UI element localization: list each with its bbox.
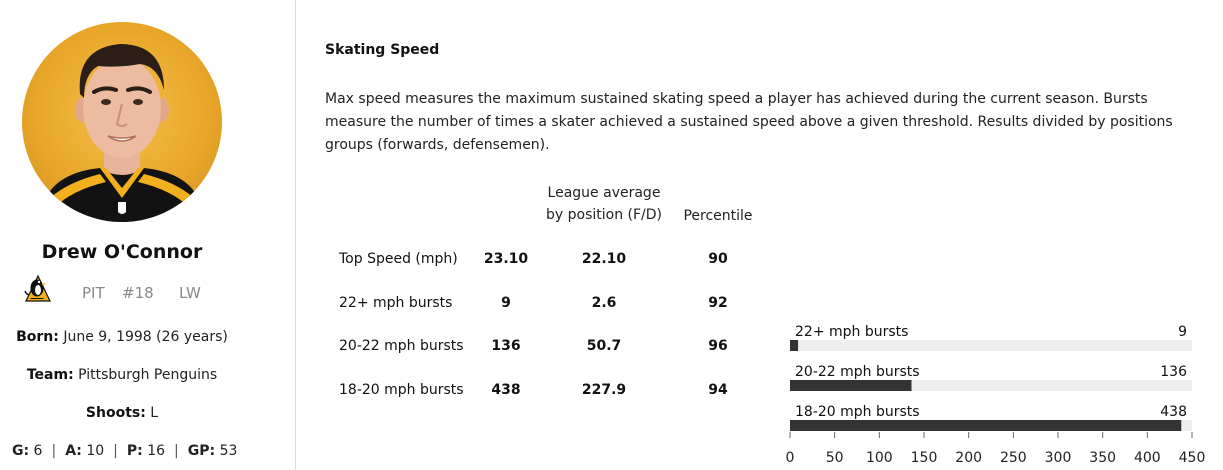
x-tick-label: 450 bbox=[1178, 450, 1206, 466]
league-average-header-line1: League average bbox=[547, 185, 661, 201]
row-league-average: 50.7 bbox=[586, 338, 622, 354]
season-stats bbox=[12, 443, 237, 459]
points-value: 16 bbox=[147, 443, 166, 459]
player-position: LW bbox=[179, 284, 201, 302]
row-value: 438 bbox=[491, 382, 521, 398]
section-description: Max speed measures the maximum sustained skating speed a player has achieved during the current season. Bursts measure the number of times a skater achieved a sustained speed above a given threshold. Results divided by positions groups (forwards, defensemen). bbox=[325, 91, 1173, 153]
row-value: 136 bbox=[491, 338, 521, 354]
bar-track bbox=[790, 420, 1192, 431]
team-value: Pittsburgh Penguins bbox=[78, 367, 218, 383]
penguins-logo-icon bbox=[22, 273, 54, 305]
games-played-value: 53 bbox=[219, 443, 238, 459]
goals-value: 6 bbox=[33, 443, 43, 459]
bar-value-label: 438 bbox=[1160, 404, 1187, 420]
born-label: Born: bbox=[16, 329, 59, 345]
assists-value: 10 bbox=[86, 443, 105, 459]
points-label: P: bbox=[126, 443, 143, 459]
goals-label: G: bbox=[12, 443, 30, 459]
born-info bbox=[0, 329, 244, 345]
row-label: 20-22 mph bursts bbox=[339, 338, 464, 354]
bar-category-label: 18-20 mph bursts bbox=[795, 404, 920, 420]
x-tick-label: 200 bbox=[955, 450, 983, 466]
row-league-average: 22.10 bbox=[581, 251, 627, 267]
row-percentile: 94 bbox=[708, 382, 728, 398]
player-profile-panel bbox=[0, 0, 296, 470]
player-headshot-image bbox=[22, 22, 222, 222]
stats-divider: | bbox=[113, 443, 118, 459]
team-label: Team: bbox=[26, 367, 74, 383]
x-tick-label: 400 bbox=[1133, 450, 1161, 466]
jersey-number: #18 bbox=[122, 284, 154, 302]
x-tick-label: 350 bbox=[1089, 450, 1117, 466]
section-title: Skating Speed bbox=[325, 42, 440, 58]
bar-value-label: 9 bbox=[1178, 324, 1187, 340]
bar-category-label: 20-22 mph bursts bbox=[795, 364, 920, 380]
player-avatar bbox=[22, 22, 222, 222]
player-name: Drew O'Connor bbox=[41, 241, 203, 263]
league-average-header bbox=[530, 182, 678, 226]
row-label: Top Speed (mph) bbox=[339, 251, 458, 267]
bar-category-label: 22+ mph bursts bbox=[795, 324, 909, 340]
row-value: 23.10 bbox=[483, 251, 529, 267]
bar bbox=[790, 340, 798, 351]
shoots-label: Shoots: bbox=[85, 405, 146, 421]
row-league-average: 227.9 bbox=[581, 382, 627, 398]
team-abbreviation: PIT bbox=[82, 284, 105, 302]
shoots-info bbox=[0, 405, 244, 421]
row-percentile: 92 bbox=[708, 295, 728, 311]
stats-divider: | bbox=[174, 443, 179, 459]
percentile-header: Percentile bbox=[683, 208, 753, 224]
x-tick-label: 0 bbox=[785, 450, 795, 466]
shoots-value: L bbox=[150, 405, 159, 421]
row-value: 9 bbox=[501, 295, 511, 311]
stats-divider: | bbox=[51, 443, 57, 459]
born-value: June 9, 1998 (26 years) bbox=[63, 329, 228, 345]
row-league-average: 2.6 bbox=[591, 295, 617, 311]
x-tick-label: 250 bbox=[999, 450, 1027, 466]
x-tick-label: 150 bbox=[910, 450, 938, 466]
row-label: 22+ mph bursts bbox=[339, 295, 453, 311]
games-played-label: GP: bbox=[187, 443, 216, 459]
x-tick-label: 50 bbox=[825, 450, 844, 466]
x-tick-label: 300 bbox=[1044, 450, 1072, 466]
bar bbox=[790, 380, 911, 391]
row-label: 18-20 mph bursts bbox=[339, 382, 464, 398]
assists-label: A: bbox=[65, 443, 82, 459]
league-average-header-line2: by position (F/D) bbox=[546, 207, 662, 223]
x-tick-label: 100 bbox=[865, 450, 893, 466]
bar-value-label: 136 bbox=[1160, 364, 1187, 380]
team-info bbox=[0, 367, 244, 383]
row-percentile: 90 bbox=[708, 251, 728, 267]
row-percentile: 96 bbox=[708, 338, 728, 354]
bar bbox=[790, 420, 1181, 431]
bar-track bbox=[790, 340, 1192, 351]
bar-track bbox=[790, 380, 1192, 391]
